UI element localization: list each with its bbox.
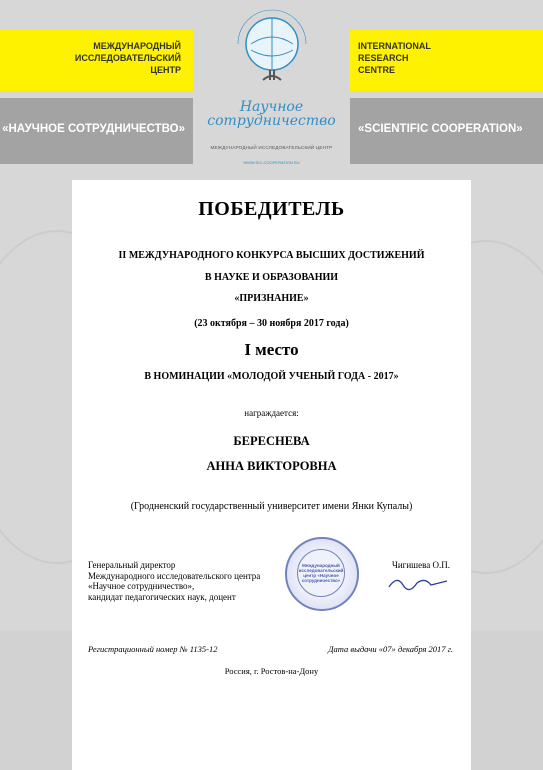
signer-title: Генеральный директор Международного исследовательского центра «Научное сотрудничество», кандидат педагогических наук, доцент xyxy=(88,560,261,602)
certificate-paper xyxy=(72,180,471,770)
registration-number: Регистрационный номер № 1135-12 xyxy=(88,644,218,654)
logo-url: WWW.SCI-COOPERATION.RU xyxy=(243,160,300,165)
logo xyxy=(200,8,343,168)
awarded-label: награждается: xyxy=(244,408,299,418)
stamp-text: Международный исследовательский центр «Научное сотрудничество» xyxy=(297,549,345,597)
logo-subtitle: МЕЖДУНАРОДНЫЙ ИССЛЕДОВАТЕЛЬСКИЙ ЦЕНТР xyxy=(210,145,333,150)
logo-title: Научное сотрудничество xyxy=(207,99,336,129)
signature-icon xyxy=(387,573,449,593)
header-brand-ru: «НАУЧНОЕ СОТРУДНИЧЕСТВО» xyxy=(2,123,185,135)
header-gray-band-left xyxy=(0,98,193,164)
background-figure-right xyxy=(468,630,543,770)
header-org-name-en: INTERNATIONAL RESEARCH CENTRE xyxy=(358,41,431,75)
contest-line-2: В НАУКЕ И ОБРАЗОВАНИИ xyxy=(204,272,339,283)
nomination: В НОМИНАЦИИ «МОЛОДОЙ УЧЕНЫЙ ГОДА - 2017» xyxy=(144,371,399,382)
issue-date: Дата выдачи «07» декабря 2017 г. xyxy=(328,644,453,654)
background-figure-left xyxy=(0,630,75,770)
header-brand-en: «SCIENTIFIC COOPERATION» xyxy=(358,123,523,135)
place: I место xyxy=(244,340,299,359)
signer-name: Чигишева О.П. xyxy=(392,560,450,570)
logo-arc-text-icon xyxy=(230,8,314,48)
header-yellow-band-left xyxy=(0,30,193,91)
header-org-name-ru: МЕЖДУНАРОДНЫЙ ИССЛЕДОВАТЕЛЬСКИЙ ЦЕНТР xyxy=(74,41,181,75)
certificate-title: ПОБЕДИТЕЛЬ xyxy=(198,198,345,220)
city: Россия, г. Ростов-на-Дону xyxy=(224,666,319,676)
stamp xyxy=(285,537,359,611)
header-yellow-band-right xyxy=(350,30,543,91)
contest-dates: (23 октября – 30 ноября 2017 года) xyxy=(194,318,349,329)
recipient-name: АННА ВИКТОРОВНА xyxy=(206,459,337,473)
contest-name: «ПРИЗНАНИЕ» xyxy=(234,293,309,304)
recipient-organization: (Гродненский государственный университет имени Янки Купалы) xyxy=(130,501,413,512)
header-gray-band-right xyxy=(350,98,543,164)
contest-line-1: II МЕЖДУНАРОДНОГО КОНКУРСА ВЫСШИХ ДОСТИЖЕНИЙ xyxy=(118,250,425,261)
recipient-surname: БЕРЕСНЕВА xyxy=(233,434,310,448)
